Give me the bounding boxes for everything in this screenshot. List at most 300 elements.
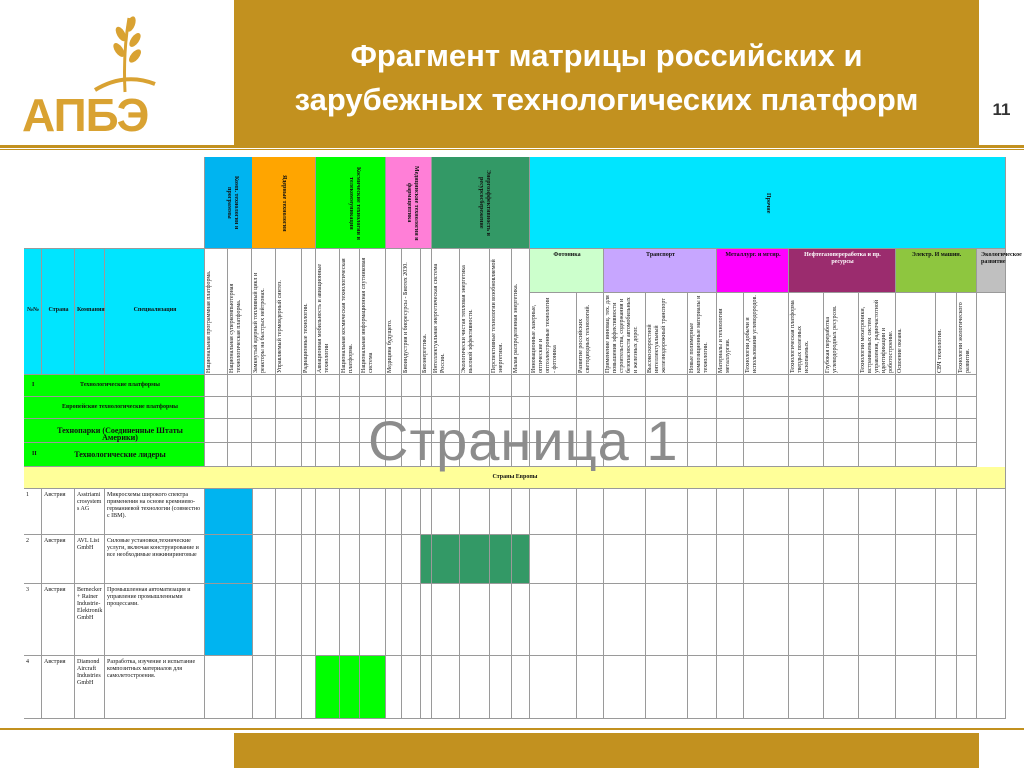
- grid-cell: [421, 656, 432, 719]
- grid-cell: [688, 489, 717, 535]
- col-name-label: Глубокая переработка углеводородных ресурсов.: [825, 305, 838, 373]
- grid-cell: [646, 375, 688, 397]
- grid-cell: [386, 535, 402, 584]
- subgroup-header-5: [977, 249, 1022, 293]
- grid-cell: [896, 656, 936, 719]
- row-num: 4: [26, 659, 29, 665]
- subgroup-label: Транспорт: [646, 252, 675, 258]
- col-header-label: Компания: [77, 307, 105, 313]
- group-header-2: [316, 157, 386, 249]
- grid-cell: [744, 489, 789, 535]
- grid-cell: [512, 584, 530, 656]
- grid-cell: [460, 656, 490, 719]
- grid-cell: [936, 419, 957, 443]
- col-name-16: [577, 293, 604, 375]
- grid-cell: [896, 375, 936, 397]
- col-name-label: Экологически чистая тепловая энергетика высокой эффективности.: [461, 265, 474, 373]
- grid-cell: [205, 443, 228, 467]
- col-name-21: [744, 293, 789, 375]
- grid-cell: [421, 489, 432, 535]
- row-1-country: [42, 535, 75, 584]
- col-name-20: [717, 293, 744, 375]
- grid-cell: [688, 419, 717, 443]
- grid-cell: [402, 535, 421, 584]
- grid-cell: [302, 397, 316, 419]
- subgroup-header-0: [530, 249, 604, 293]
- grid-cell: [859, 419, 896, 443]
- page-number-area: [979, 0, 1024, 145]
- subgroup-label: Металлург. и мгсир.: [725, 252, 781, 258]
- grid-cell: [386, 656, 402, 719]
- grid-cell: [340, 535, 360, 584]
- section-tech-leaders: [24, 443, 205, 467]
- grid-cell: [789, 397, 824, 419]
- col-name-27: [957, 293, 977, 375]
- grid-cell: [688, 375, 717, 397]
- col-name-0: [205, 249, 228, 375]
- col-header-num: [24, 249, 42, 375]
- grid-cell: [252, 375, 276, 397]
- col-name-label: Применение инновац. тех. для повышения эффективности строительства, содержания и безопасности автомобильных и железных дорог.: [605, 295, 639, 373]
- col-name-8: [386, 249, 402, 375]
- grid-cell: [604, 584, 646, 656]
- grid-cell: [896, 535, 936, 584]
- section-us-technoparks-label: Технопарки (Соединенные Штаты Америки): [57, 426, 183, 442]
- header-rule-thin: [0, 149, 1024, 150]
- row-spec: Промышленная автоматизация и управление промышленными процессами.: [107, 587, 191, 607]
- group-header-label: Энергоэффективность и ресурсосбережение: [478, 170, 491, 236]
- col-name-12: [460, 249, 490, 375]
- grid-cell: [340, 656, 360, 719]
- row-1-spec: [105, 535, 205, 584]
- subgroup-label: Экологическое развитие: [981, 252, 1022, 265]
- grid-cell: [421, 375, 432, 397]
- grid-cell: [316, 489, 340, 535]
- grid-cell: [512, 489, 530, 535]
- page-watermark: Страница 1: [368, 409, 679, 472]
- col-name-label: Технологическая платформа твердых полезных ископаемых.: [790, 300, 810, 373]
- grid-cell: [646, 584, 688, 656]
- grid-cell: [276, 535, 302, 584]
- grid-cell: [604, 489, 646, 535]
- col-name-24: [859, 293, 896, 375]
- grid-cell: [276, 656, 302, 719]
- grid-cell: [604, 656, 646, 719]
- title-line-2: зарубежных технологических платформ: [294, 82, 919, 117]
- col-name-label: Технологии добычи и использования углеводородов.: [745, 295, 758, 373]
- grid-cell: [789, 656, 824, 719]
- grid-cell: [717, 535, 744, 584]
- grid-cell: [789, 443, 824, 467]
- col-name-10: [421, 249, 432, 375]
- grid-cell: [252, 584, 276, 656]
- row-company: AVL List GmbH: [77, 538, 100, 551]
- grid-cell: [360, 489, 386, 535]
- grid-cell: [252, 419, 276, 443]
- grid-cell: [824, 584, 859, 656]
- grid-cell: [744, 419, 789, 443]
- row-country: Австрия: [44, 538, 66, 544]
- grid-cell: [276, 489, 302, 535]
- row-2-company: [75, 584, 105, 656]
- grid-cell: [717, 584, 744, 656]
- grid-cell: [386, 489, 402, 535]
- grid-cell: [432, 656, 460, 719]
- grid-cell: [402, 489, 421, 535]
- grid-cell: [744, 535, 789, 584]
- col-name-13: [490, 249, 512, 375]
- group-header-3: [386, 157, 432, 249]
- grid-cell: [386, 375, 402, 397]
- grid-cell: [936, 443, 957, 467]
- grid-cell: [936, 375, 957, 397]
- grid-cell: [530, 535, 577, 584]
- grid-cell: [302, 489, 316, 535]
- grid-cell: [896, 419, 936, 443]
- row-country: Австрия: [44, 659, 66, 665]
- row-3-country: [42, 656, 75, 719]
- row-num: 1: [26, 492, 29, 498]
- grid-cell: [688, 535, 717, 584]
- grid-cell: [302, 656, 316, 719]
- row-2-spec: [105, 584, 205, 656]
- col-name-4: [302, 249, 316, 375]
- grid-cell: [316, 535, 340, 584]
- header-rule: [0, 145, 1024, 148]
- subgroup-header-3: [789, 249, 896, 293]
- row-company: Asstriami crosystem s AG: [77, 492, 102, 512]
- col-name-1: [228, 249, 252, 375]
- grid-cell: [205, 535, 253, 584]
- grid-cell: [744, 397, 789, 419]
- subgroup-header-4: [896, 249, 977, 293]
- grid-cell: [490, 535, 512, 584]
- col-name-label: Управляемый термоядерный синтез.: [277, 280, 283, 373]
- col-name-label: Замкнутый ядерный топливный цикл и реакторы на быстрых нейтронах.: [253, 272, 266, 373]
- group-header-label: Космические технологии и телекоммуникации: [348, 166, 361, 240]
- grid-cell: [530, 375, 577, 397]
- grid-cell: [205, 419, 228, 443]
- grid-cell: [824, 535, 859, 584]
- grid-cell: [688, 584, 717, 656]
- grid-cell: [276, 375, 302, 397]
- grid-cell: [460, 489, 490, 535]
- col-name-23: [824, 293, 859, 375]
- grid-cell: [340, 443, 360, 467]
- grid-cell: [717, 375, 744, 397]
- grid-cell: [228, 419, 252, 443]
- grid-cell: [360, 656, 386, 719]
- grid-cell: [530, 489, 577, 535]
- grid-cell: [252, 443, 276, 467]
- col-name-label: Радиационные технологии.: [303, 303, 309, 373]
- row-spec: Микросхемы широкого спектра применения на основе кремниево-германиевой технологии (совместно с IBM).: [107, 492, 201, 519]
- grid-cell: [957, 489, 977, 535]
- grid-cell: [896, 397, 936, 419]
- grid-cell: [789, 535, 824, 584]
- row-3-num: [24, 656, 42, 719]
- grid-cell: [432, 375, 460, 397]
- col-name-label: Освоение океана.: [897, 328, 903, 373]
- grid-cell: [316, 375, 340, 397]
- col-header-country: [42, 249, 75, 375]
- footer-left: [0, 733, 234, 768]
- grid-cell: [744, 375, 789, 397]
- grid-cell: [688, 443, 717, 467]
- col-name-18: [646, 293, 688, 375]
- row-num: 3: [26, 587, 29, 593]
- grid-cell: [340, 584, 360, 656]
- grid-cell: [490, 489, 512, 535]
- col-name-label: Инновационные лазерные, оптические и оптоэлектронные технологии - фотоника: [531, 297, 558, 373]
- countries-europe-label: Страны Европы: [492, 474, 538, 480]
- group-header-label: Прочие: [765, 192, 771, 214]
- row-0-spec: [105, 489, 205, 535]
- col-name-19: [688, 293, 717, 375]
- grid-cell: [824, 443, 859, 467]
- grid-cell: [421, 535, 432, 584]
- grid-cell: [957, 656, 977, 719]
- grid-cell: [316, 656, 340, 719]
- grid-cell: [530, 584, 577, 656]
- grid-cell: [957, 584, 977, 656]
- grid-cell: [859, 443, 896, 467]
- group-header-0: [205, 157, 253, 249]
- grid-cell: [432, 489, 460, 535]
- col-name-label: Национальная программная платформа.: [206, 270, 212, 373]
- grid-cell: [896, 584, 936, 656]
- row-company: Diamond Aircraft Industries GmbH: [77, 659, 101, 686]
- grid-cell: [936, 397, 957, 419]
- row-country: Австрия: [44, 587, 66, 593]
- grid-cell: [316, 584, 340, 656]
- grid-cell: [360, 375, 386, 397]
- col-name-label: Медицина будущего.: [387, 319, 393, 373]
- col-name-label: Материалы и технологии металлургии.: [718, 308, 731, 373]
- grid-cell: [432, 584, 460, 656]
- grid-cell: [859, 375, 896, 397]
- grid-cell: [530, 656, 577, 719]
- grid-cell: [859, 584, 896, 656]
- grid-cell: [460, 584, 490, 656]
- col-name-11: [432, 249, 460, 375]
- grid-cell: [717, 656, 744, 719]
- grid-cell: [460, 375, 490, 397]
- grid-cell: [402, 375, 421, 397]
- grid-cell: [490, 375, 512, 397]
- grid-cell: [859, 489, 896, 535]
- grid-cell: [302, 535, 316, 584]
- grid-cell: [302, 443, 316, 467]
- grid-cell: [957, 397, 977, 419]
- col-name-15: [530, 293, 577, 375]
- section-eu-platforms: [24, 397, 205, 419]
- col-name-25: [896, 293, 936, 375]
- col-name-14: [512, 249, 530, 375]
- grid-cell: [577, 375, 604, 397]
- grid-cell: [717, 443, 744, 467]
- subgroup-label: Нефтегазопереработка и пр. ресурсы: [804, 252, 881, 265]
- row-1-company: [75, 535, 105, 584]
- grid-cell: [340, 419, 360, 443]
- grid-cell: [717, 489, 744, 535]
- section-tech-platforms-label: Технологические платформы: [80, 382, 160, 388]
- grid-cell: [789, 375, 824, 397]
- grid-cell: [896, 489, 936, 535]
- section-tech-platforms: [24, 375, 205, 397]
- col-header-specialization: [105, 249, 205, 375]
- grid-cell: [302, 375, 316, 397]
- grid-cell: [896, 443, 936, 467]
- col-name-label: Национальная космическая технологическая платформа.: [341, 258, 354, 373]
- row-spec: Разработка, изучение и испытание композитных материалов для самолетостроения.: [107, 659, 196, 679]
- col-name-label: Технологии мехатроники, встраиваемых систем управления, радиочастотной идентификации и роботостроение.: [860, 299, 894, 373]
- grid-cell: [302, 419, 316, 443]
- grid-cell: [302, 584, 316, 656]
- footer-rule: [0, 728, 1024, 730]
- grid-cell: [460, 535, 490, 584]
- grid-cell: [604, 535, 646, 584]
- row-2-num: [24, 584, 42, 656]
- grid-cell: [360, 584, 386, 656]
- grid-cell: [688, 397, 717, 419]
- grid-cell: [512, 535, 530, 584]
- grid-cell: [744, 656, 789, 719]
- col-name-label: Малая распределенная энергетика.: [513, 283, 519, 373]
- col-name-2: [252, 249, 276, 375]
- grid-cell: [577, 489, 604, 535]
- logo-area: [0, 0, 234, 145]
- col-name-label: Технологии экологического развития.: [958, 302, 971, 373]
- grid-cell: [490, 656, 512, 719]
- grid-cell: [789, 419, 824, 443]
- grid-cell: [717, 419, 744, 443]
- grid-cell: [340, 489, 360, 535]
- grid-cell: [936, 584, 957, 656]
- grid-cell: [228, 375, 252, 397]
- grid-cell: [936, 535, 957, 584]
- grid-cell: [646, 489, 688, 535]
- grid-cell: [604, 375, 646, 397]
- subgroup-header-2: [717, 249, 789, 293]
- col-name-22: [789, 293, 824, 375]
- grid-cell: [316, 397, 340, 419]
- grid-cell: [577, 535, 604, 584]
- col-name-26: [936, 293, 957, 375]
- grid-cell: [276, 584, 302, 656]
- grid-cell: [252, 535, 276, 584]
- grid-cell: [789, 489, 824, 535]
- col-name-label: Национальная суперкомпьютерная технологическая платформа.: [229, 283, 242, 373]
- grid-cell: [577, 584, 604, 656]
- subgroup-header-1: [604, 249, 717, 293]
- grid-cell: [824, 375, 859, 397]
- subgroup-label: Фотоника: [553, 252, 581, 258]
- col-header-label: №№: [26, 307, 40, 313]
- col-header-label: Страна: [48, 307, 69, 313]
- row-num: 2: [26, 538, 29, 544]
- grid-cell: [824, 419, 859, 443]
- col-name-label: Биоиндустрия и биоресурсы - Биотех 2030.: [403, 262, 409, 373]
- col-name-label: СВЧ технологии.: [937, 329, 943, 373]
- grid-cell: [859, 656, 896, 719]
- grid-cell: [744, 584, 789, 656]
- col-name-17: [604, 293, 646, 375]
- row-2-country: [42, 584, 75, 656]
- row-company: Bernecker + Rainer Industrie-Elektronik GmbH: [77, 587, 103, 621]
- group-header-label: Ядерные технологии: [281, 174, 287, 232]
- grid-cell: [340, 375, 360, 397]
- grid-cell: [512, 375, 530, 397]
- grid-cell: [402, 656, 421, 719]
- col-name-6: [340, 249, 360, 375]
- group-header-label: Медицинские технологии и фармацевтика: [406, 165, 419, 241]
- grid-cell: [789, 584, 824, 656]
- grid-cell: [402, 584, 421, 656]
- grid-cell: [577, 656, 604, 719]
- col-name-7: [360, 249, 386, 375]
- grid-cell: [276, 419, 302, 443]
- row-0-num: [24, 489, 42, 535]
- subgroup-label: Электр. И машин.: [911, 252, 962, 258]
- col-name-label: Авиационная мобильность и авиационные технологии: [317, 263, 330, 373]
- col-header-label: Специализация: [133, 307, 177, 313]
- grid-cell: [276, 397, 302, 419]
- col-name-9: [402, 249, 421, 375]
- grid-cell: [276, 443, 302, 467]
- row-3-spec: [105, 656, 205, 719]
- section-tech-platforms-num: I: [32, 382, 35, 388]
- grid-cell: [646, 656, 688, 719]
- grid-cell: [744, 443, 789, 467]
- grid-cell: [859, 535, 896, 584]
- grid-cell: [205, 489, 253, 535]
- col-name-label: Биоэнергетика.: [422, 333, 428, 373]
- grid-cell: [859, 397, 896, 419]
- grid-cell: [512, 656, 530, 719]
- row-3-company: [75, 656, 105, 719]
- section-eu-platforms-label: Европейские технологические платформы: [62, 404, 178, 410]
- grid-cell: [957, 375, 977, 397]
- col-name-5: [316, 249, 340, 375]
- grid-cell: [688, 656, 717, 719]
- grid-cell: [432, 535, 460, 584]
- grid-cell: [205, 584, 253, 656]
- grid-cell: [936, 489, 957, 535]
- grid-cell: [252, 656, 276, 719]
- col-header-company: [75, 249, 105, 375]
- row-0-country: [42, 489, 75, 535]
- row-spec: Силовые установки,технические услуги, включая конструирование и все необходимые инжиниринговые: [107, 538, 199, 558]
- col-name-label: Развитие российских светодиодных технологий.: [578, 304, 591, 373]
- row-1-num: [24, 535, 42, 584]
- footer-right: [979, 733, 1024, 768]
- grid-cell: [824, 489, 859, 535]
- slide-title: [234, 34, 979, 122]
- grid-cell: [316, 419, 340, 443]
- grid-cell: [957, 419, 977, 443]
- grid-cell: [490, 584, 512, 656]
- header-blank: [24, 157, 205, 249]
- grid-cell: [717, 397, 744, 419]
- grid-cell: [340, 397, 360, 419]
- group-header-5: [530, 157, 1006, 249]
- grid-cell: [252, 489, 276, 535]
- logo-text: АПБЭ: [22, 89, 149, 141]
- grid-cell: [228, 397, 252, 419]
- grid-cell: [205, 397, 228, 419]
- wheat-logo-icon: [95, 12, 155, 92]
